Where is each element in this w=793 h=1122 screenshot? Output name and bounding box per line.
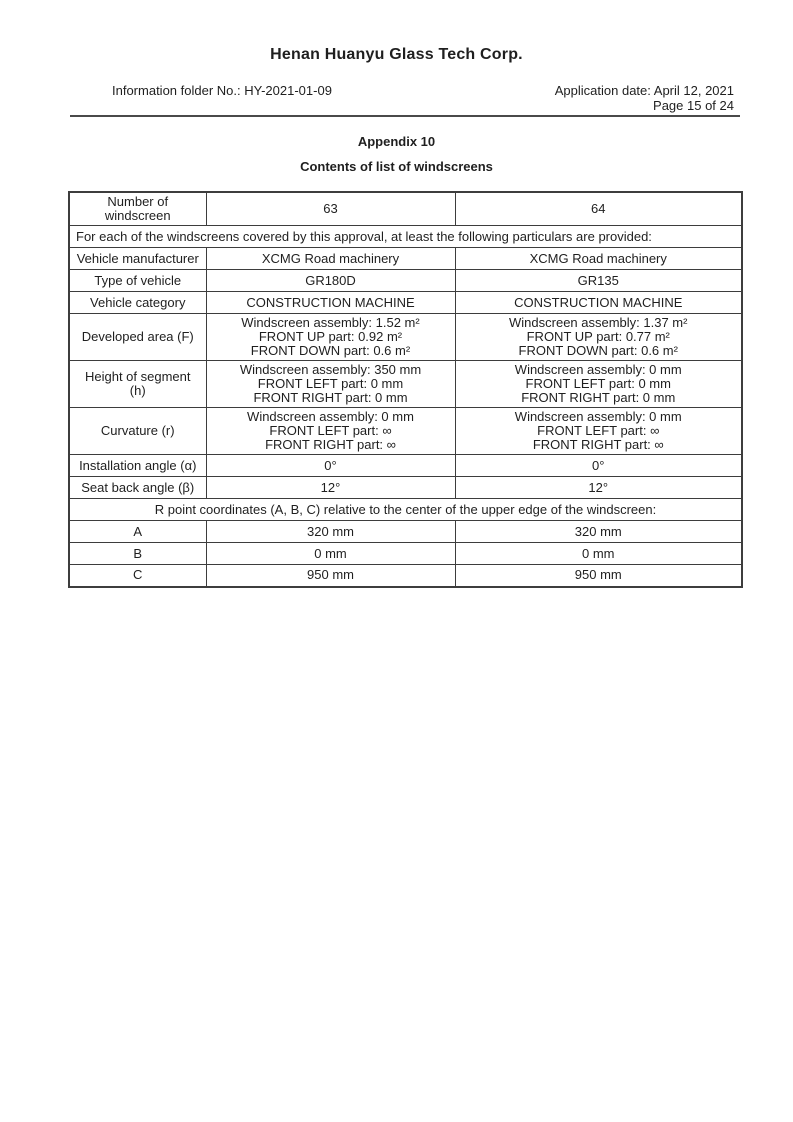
- cell-line: FRONT RIGHT part: ∞: [265, 437, 396, 452]
- table-row: [69, 477, 742, 499]
- cell-line: CONSTRUCTION MACHINE: [246, 294, 415, 310]
- cell-line: FRONT UP part: 0.77 m²: [526, 329, 670, 344]
- value-cell-windscreen-63: [206, 314, 455, 361]
- company-title: Henan Huanyu Glass Tech Corp.: [270, 46, 523, 63]
- value-cell-windscreen-63: [206, 292, 455, 314]
- cell-line: FRONT UP part: 0.92 m²: [258, 329, 403, 344]
- value-cell-windscreen-64: [455, 192, 742, 226]
- information-folder-number: Information folder No.: HY-2021-01-09: [112, 83, 332, 98]
- value-cell-windscreen-64: [455, 248, 742, 270]
- value-cell-windscreen-64: [455, 408, 742, 455]
- row-label-cell: B: [69, 543, 206, 565]
- value-cell-windscreen-64: [455, 361, 742, 408]
- table-row: [69, 192, 742, 226]
- value-cell-windscreen-64: [455, 314, 742, 361]
- cell-line: 320 mm: [307, 523, 354, 539]
- table-row: [69, 521, 742, 543]
- windscreen-table-body: [69, 192, 742, 587]
- cell-line: GR135: [577, 272, 619, 288]
- row-label-cell: Vehicle manufacturer: [69, 248, 206, 270]
- cell-line: Windscreen assembly: 1.52 m²: [241, 315, 420, 330]
- value-cell-windscreen-63: [206, 521, 455, 543]
- table-span-cell: R point coordinates (A, B, C) relative to the center of the upper edge of the windscreen:: [69, 499, 742, 521]
- value-cell-windscreen-64: [455, 270, 742, 292]
- document-subtitle: Contents of list of windscreens: [300, 159, 493, 174]
- cell-line: 0°: [324, 457, 337, 473]
- cell-line: 64: [591, 201, 606, 216]
- value-cell-windscreen-63: [206, 408, 455, 455]
- cell-line: 63: [323, 201, 338, 216]
- row-label-cell: Installation angle (α): [69, 455, 206, 477]
- cell-line: FRONT LEFT part: 0 mm: [525, 376, 671, 391]
- cell-line: FRONT RIGHT part: 0 mm: [253, 390, 408, 405]
- cell-line: Windscreen assembly: 0 mm: [514, 409, 682, 424]
- row-label-cell: Number of windscreen: [69, 192, 206, 226]
- row-label-cell: Curvature (r): [69, 408, 206, 455]
- table-row: [69, 270, 742, 292]
- table-span-cell: For each of the windscreens covered by this approval, at least the following particulars are provided:: [69, 226, 742, 248]
- table-row: [69, 543, 742, 565]
- cell-line: FRONT LEFT part: ∞: [537, 423, 660, 438]
- cell-line: FRONT RIGHT part: ∞: [532, 437, 664, 452]
- document-info-bar: [112, 83, 734, 113]
- cell-line: Windscreen assembly: 1.37 m²: [509, 315, 688, 330]
- table-row: [69, 314, 742, 361]
- value-cell-windscreen-63: [206, 248, 455, 270]
- value-cell-windscreen-64: [455, 292, 742, 314]
- value-cell-windscreen-63: [206, 477, 455, 499]
- cell-line: XCMG Road machinery: [261, 250, 400, 266]
- value-cell-windscreen-64: [455, 565, 742, 587]
- value-cell-windscreen-63: [206, 455, 455, 477]
- header-rule: [70, 115, 740, 117]
- row-label-cell: Developed area (F): [69, 314, 206, 361]
- cell-line: CONSTRUCTION MACHINE: [514, 294, 683, 310]
- row-label-cell: Vehicle category: [69, 292, 206, 314]
- table-row: [69, 226, 742, 248]
- table-row: [69, 565, 742, 587]
- value-cell-windscreen-64: [455, 477, 742, 499]
- value-cell-windscreen-64: [455, 455, 742, 477]
- cell-line: Windscreen assembly: 0 mm: [514, 362, 682, 377]
- cell-line: 950 mm: [574, 567, 622, 583]
- cell-line: Windscreen assembly: 0 mm: [247, 409, 414, 424]
- value-cell-windscreen-63: [206, 361, 455, 408]
- info-right-block: [555, 83, 734, 113]
- cell-line: 320 mm: [574, 523, 622, 539]
- value-cell-windscreen-64: [455, 521, 742, 543]
- application-date: Application date: April 12, 2021: [554, 83, 734, 98]
- cell-line: 12°: [320, 479, 341, 495]
- value-cell-windscreen-63: [206, 270, 455, 292]
- page-number: Page 15 of 24: [653, 98, 734, 113]
- table-row: [69, 248, 742, 270]
- cell-line: FRONT DOWN part: 0.6 m²: [518, 343, 678, 358]
- table-row: [69, 455, 742, 477]
- cell-line: 0 mm: [314, 545, 347, 561]
- table-row: [69, 292, 742, 314]
- row-label-cell: Seat back angle (β): [69, 477, 206, 499]
- windscreen-table: [68, 191, 743, 588]
- value-cell-windscreen-63: [206, 543, 455, 565]
- cell-line: 0 mm: [582, 545, 615, 561]
- cell-line: FRONT LEFT part: ∞: [269, 423, 392, 438]
- table-row: [69, 361, 742, 408]
- cell-line: XCMG Road machinery: [529, 250, 667, 266]
- appendix-title: Appendix 10: [357, 134, 436, 149]
- row-label-cell: Height of segment (h): [69, 361, 206, 408]
- row-label-cell: Type of vehicle: [69, 270, 206, 292]
- cell-line: 12°: [588, 479, 609, 495]
- cell-line: Windscreen assembly: 350 mm: [239, 362, 422, 377]
- cell-line: FRONT LEFT part: 0 mm: [257, 376, 404, 391]
- cell-line: 950 mm: [307, 567, 354, 583]
- table-row: [69, 499, 742, 521]
- row-label-cell: A: [69, 521, 206, 543]
- table-row: [69, 408, 742, 455]
- cell-line: FRONT RIGHT part: 0 mm: [521, 390, 676, 405]
- value-cell-windscreen-63: [206, 192, 455, 226]
- cell-line: FRONT DOWN part: 0.6 m²: [250, 343, 411, 358]
- cell-line: GR180D: [305, 272, 356, 288]
- value-cell-windscreen-63: [206, 565, 455, 587]
- row-label-cell: C: [69, 565, 206, 587]
- cell-line: 0°: [592, 457, 605, 473]
- value-cell-windscreen-64: [455, 543, 742, 565]
